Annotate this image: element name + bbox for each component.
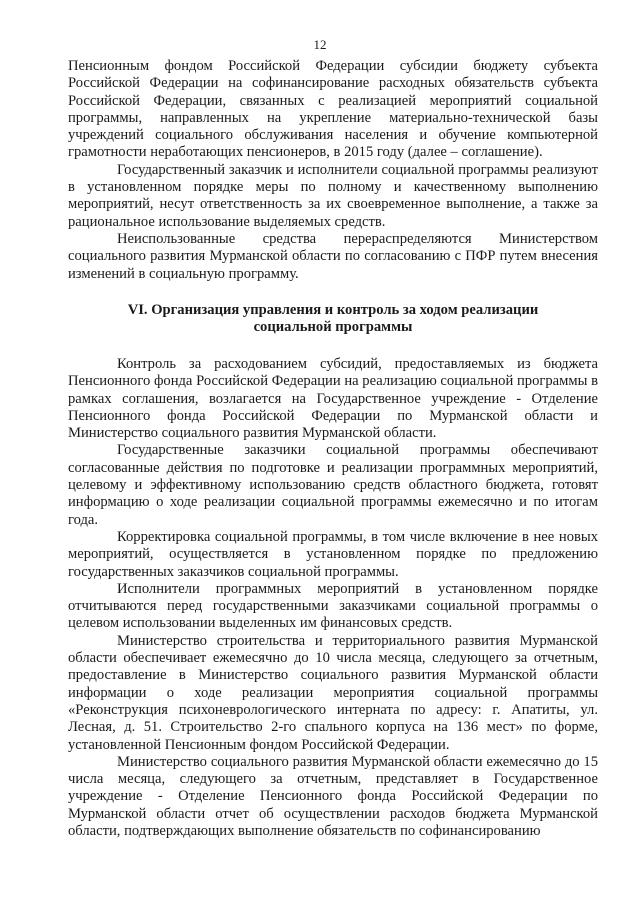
section-heading-line-2: социальной программы <box>253 319 413 336</box>
section-heading <box>68 302 598 337</box>
top-text-block <box>68 58 598 283</box>
paragraph-construction-ministry: Министерство строительства и территориального развития Мурманской области обеспечивает ежемесячно до 10 числа месяца, следующего за отчетным, предоставление в Министерство социального развития Мурманской области информации о ходе реализации мероприятия социальной программы «Реконструкция психоневрологического интерната по адресу: г. Апатиты, ул. Лесная, д. 51. Строительство 2-го спального корпуса на 136 мест» по форме, установленной Пенсионным фондом Российской Федерации. <box>68 632 598 753</box>
paragraph-social-ministry: Министерство социального развития Мурманской области ежемесячно до 15 числа месяца, следующего за отчетным, представляет в Государственное учреждение - Отделение Пенсионного фонда Российской Федерации по Мурманской области отчет об осуществлении расходов бюджета Мурманской области, подтверждающих выполнение обязательств по софинансированию <box>68 753 598 840</box>
paragraph-responsibility: Государственный заказчик и исполнители социальной программы реализуют в установленном порядке меры по полному и качественному выполнению мероприятий, несут ответственность за их своевременное выполнение, а также за рациональное использование выделяемых средств. <box>68 161 598 230</box>
section-heading-line-1: VI. Организация управления и контроль за ходом реализации <box>127 302 539 318</box>
paragraph-continued: Пенсионным фондом Российской Федерации субсидии бюджету субъекта Российской Федерации на софинансирование расходных обязательств субъекта Российской Федерации, связанных с реализацией мероприятий социальной программы, направленных на укрепление материально-технической базы учреждений социального обслуживания населения и обучение компьютерной грамотности неработающих пенсионеров, в 2015 году (далее – соглашение). <box>68 58 598 161</box>
paragraph-control: Контроль за расходованием субсидий, предоставляемых из бюджета Пенсионного фонда Российской Федерации на реализацию социальной программы в рамках соглашения, возлагается на Государственное учреждение - Отделение Пенсионного фонда Российской Федерации по Мурманской области и Министерство социального развития Мурманской области. <box>68 356 598 442</box>
paragraph-customers: Государственные заказчики социальной программы обеспечивают согласованные действия по подготовке и реализации программных мероприятий, целевому и эффективному использованию средств областного бюджета, готовят информацию о ходе реализации социальной программы ежемесячно и по итогам года. <box>68 442 598 528</box>
paragraph-unused-funds: Неиспользованные средства перераспределяются Министерством социального развития Мурманской области по согласованию с ПФР путем внесения изменений в социальную программу. <box>68 230 598 282</box>
page-number: 12 <box>313 37 327 52</box>
paragraph-correction: Корректировка социальной программы, в том числе включение в нее новых мероприятий, осуществляется в установленном порядке по предложению государственных заказчиков социальной программы. <box>68 528 598 580</box>
section-body <box>68 356 598 840</box>
paragraph-executors: Исполнители программных мероприятий в установленном порядке отчитываются перед государственными заказчиками социальной программы о целевом использовании выделенных им финансовых средств. <box>68 580 598 632</box>
